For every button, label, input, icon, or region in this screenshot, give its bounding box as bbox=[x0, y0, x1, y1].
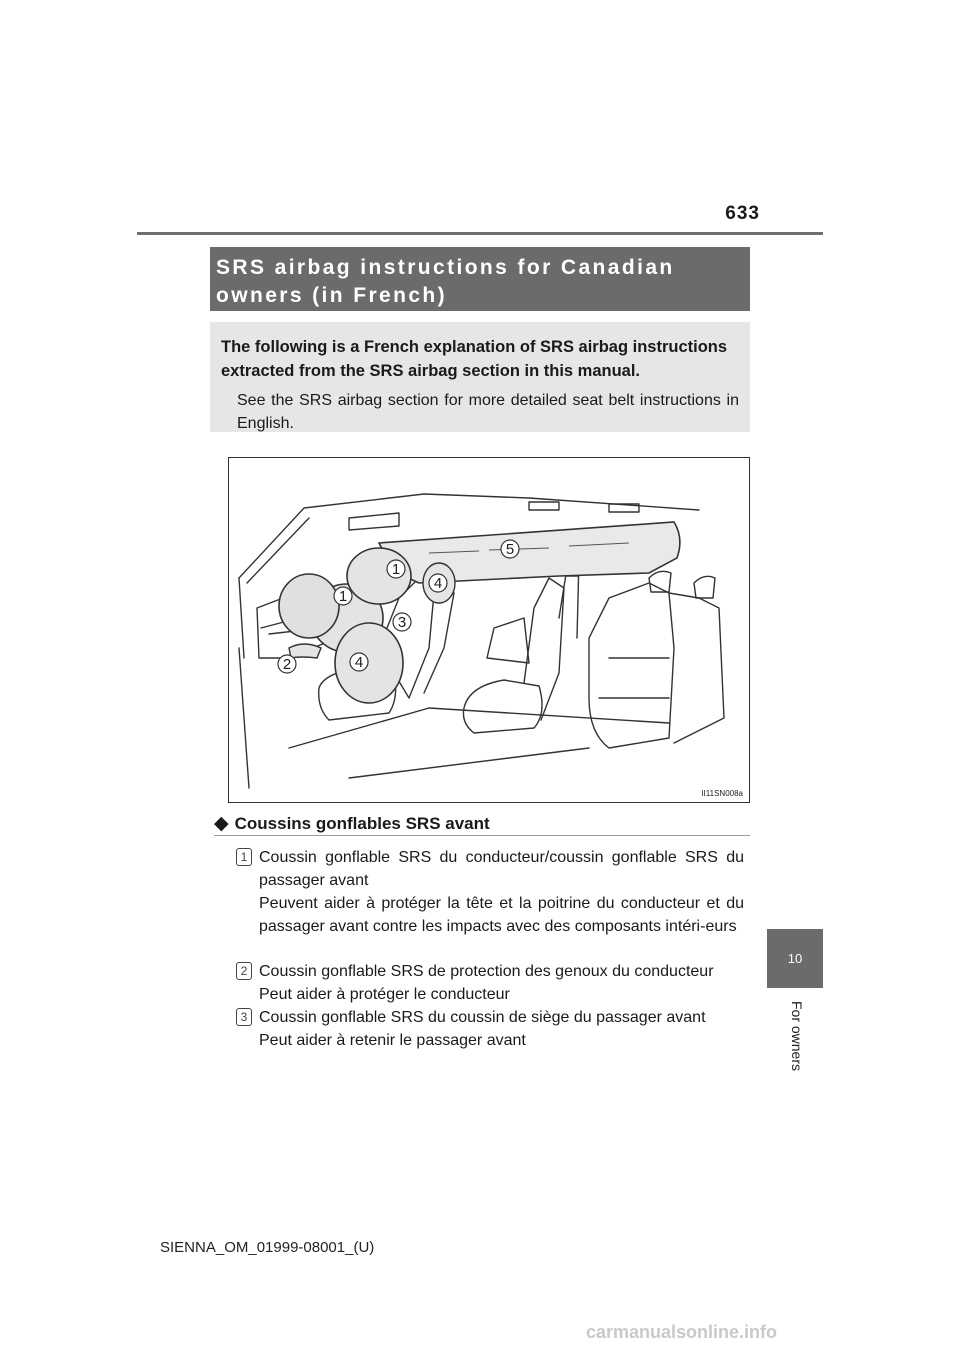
subheading-rule bbox=[214, 835, 750, 836]
list-item bbox=[236, 1006, 744, 1052]
callout-4a: 4 bbox=[354, 654, 364, 671]
callout-1a: 1 bbox=[391, 561, 401, 578]
subheading bbox=[214, 814, 750, 834]
item-description: Peuvent aider à protéger la tête et la poitrine du conducteur et du passager avant contre les impacts avec des composants intéri-eurs bbox=[259, 895, 744, 935]
page-number: 633 bbox=[725, 203, 760, 224]
watermark: carmanualsonline.info bbox=[586, 1322, 778, 1342]
item-description: Peut aider à retenir le passager avant bbox=[259, 1032, 526, 1049]
chapter-tab: 10 bbox=[767, 929, 823, 988]
diamond-icon: ◆ bbox=[214, 813, 229, 834]
item-number-badge: 2 bbox=[236, 962, 252, 980]
item-number-badge: 3 bbox=[236, 1008, 252, 1026]
knee-airbag bbox=[289, 644, 321, 658]
illustration-code: II11SN008a bbox=[701, 789, 743, 798]
intro-box bbox=[210, 322, 750, 432]
item-title: Coussin gonflable SRS du conducteur/coussin gonflable SRS du passager avant bbox=[259, 849, 744, 889]
callout-2: 2 bbox=[282, 656, 292, 673]
chapter-label: For owners bbox=[789, 1000, 805, 1072]
item-title: Coussin gonflable SRS de protection des genoux du conducteur bbox=[259, 963, 714, 980]
intro-bold-text: The following is a French explanation of SRS airbag instructions extracted from the SRS airbag section in this manual. bbox=[221, 338, 728, 380]
section-header: SRS airbag instructions for Canadian owners (in French) bbox=[210, 247, 750, 311]
callout-1b: 1 bbox=[338, 588, 348, 605]
item-number-badge: 1 bbox=[236, 848, 252, 866]
vehicle-interior-drawing bbox=[229, 458, 749, 802]
subheading-text: Coussins gonflables SRS avant bbox=[234, 814, 490, 833]
item-title: Coussin gonflable SRS du coussin de siège du passager avant bbox=[259, 1009, 706, 1026]
driver-front-airbag bbox=[279, 574, 339, 638]
rear-side-airbag bbox=[335, 623, 403, 703]
callout-5: 5 bbox=[505, 541, 515, 558]
callout-3: 3 bbox=[397, 614, 407, 631]
airbag-illustration bbox=[228, 457, 750, 803]
header-rule bbox=[137, 232, 823, 235]
callout-4b: 4 bbox=[433, 575, 443, 592]
intro-note-text: See the SRS airbag section for more detailed seat belt instructions in English. bbox=[237, 392, 739, 432]
list-item bbox=[236, 846, 744, 938]
list-item bbox=[236, 960, 744, 1006]
item-description: Peut aider à protéger le conducteur bbox=[259, 986, 510, 1003]
footer-code: SIENNA_OM_01999-08001_(U) bbox=[160, 1239, 375, 1256]
